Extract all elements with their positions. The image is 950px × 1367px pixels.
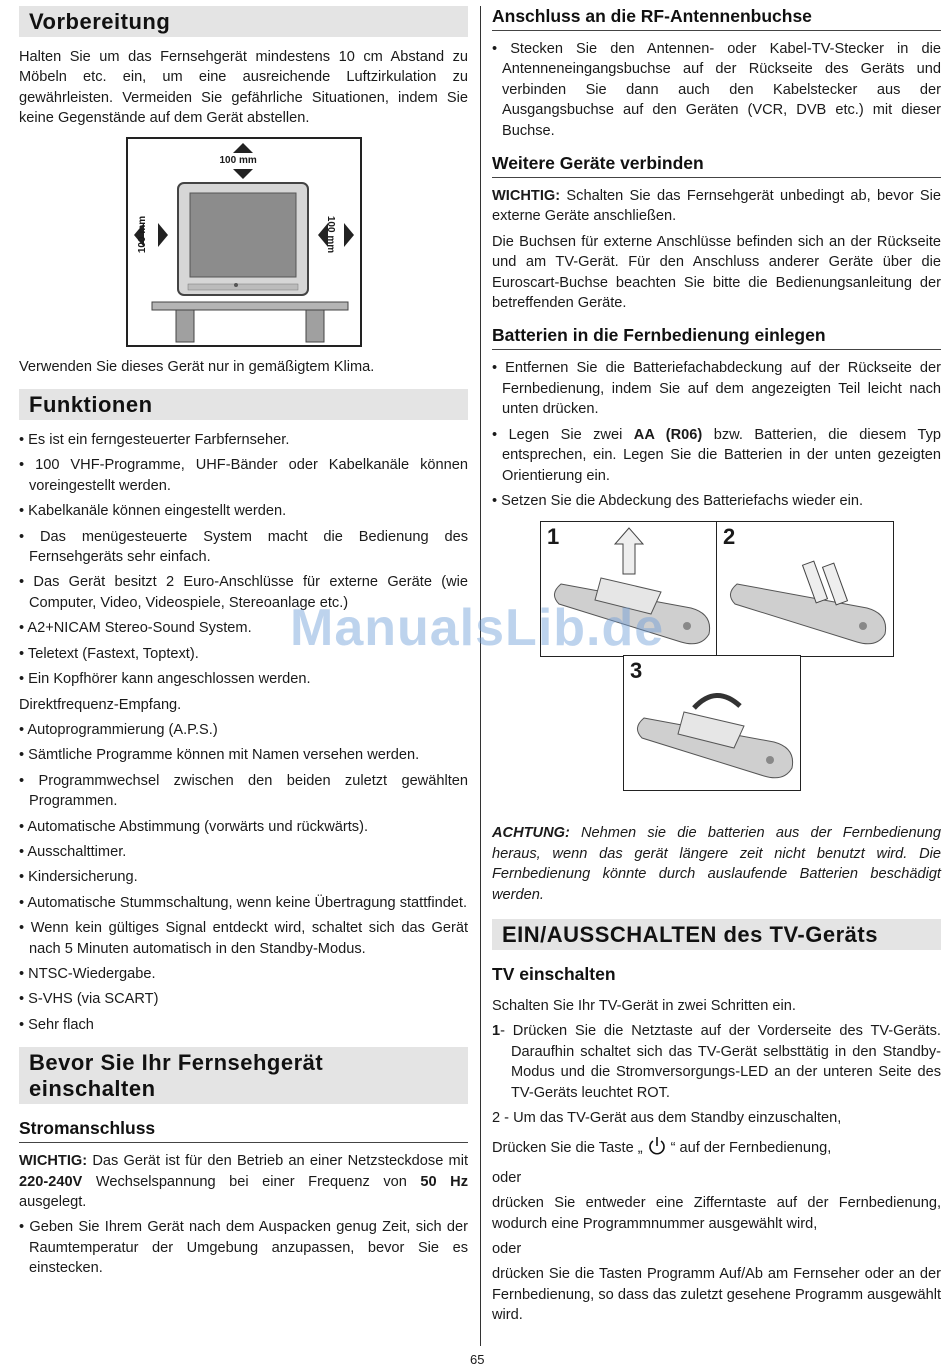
list-item: • Sämtliche Programme können mit Namen versehen werden. bbox=[19, 745, 468, 765]
ein-step-1 bbox=[492, 1021, 941, 1103]
weitere-text: Die Buchsen für externe Anschlüsse befinden sich an der Rückseite und am TV-Gerät. Für den Anschluss anderer Geräte über die Euroscart-Buchse beachten Sie bitte die Bedienungsanleitung der betreffenden Geräte. bbox=[492, 233, 941, 312]
taste-text bbox=[492, 1136, 941, 1162]
list-item: • Teletext (Fastext, Toptext). bbox=[19, 644, 468, 664]
list-item: • Stecken Sie den Antennen- oder Kabel-TV-Stecker in die Antenneneingangsbuchse auf der Rückseite des Geräts und verbinden Sie dann auch den Kabelstecker aus der Ausgangsbuchse auf den Geräten (VCR, DVB etc.) mit dieser Buchse. bbox=[492, 39, 941, 141]
list-item: • Kabelkanäle können eingestellt werden. bbox=[19, 501, 468, 521]
list-item: • Kindersicherung. bbox=[19, 867, 468, 887]
batterien-text: bzw. Batterien, die diesem Typ entsprechen, ein. Legen Sie die Batterien in der unten gezeigten Orientierung ein. bbox=[502, 426, 941, 484]
list-item: • A2+NICAM Stereo-Sound System. bbox=[19, 618, 468, 638]
step-text: - Drücken Sie die Netztaste auf der Vorderseite des TV-Geräts. Daraufhin schaltet sich das TV-Gerät selbsttätig in den Standby-Modus und die Stromversorgungs-LED an der unteren Seite des TV-Geräts leuchtet ROT. bbox=[500, 1023, 941, 1101]
tasten-text: drücken Sie die Tasten Programm Auf/Ab am Fernseher oder an der Fernbedienung, so dass das zuletzt gesehene Programm ausgewählt wird. bbox=[492, 1266, 941, 1324]
list-item: • Entfernen Sie die Batteriefachabdeckung auf der Rückseite der Fernbedienung, indem Sie auf dem angezeigten Teil leicht nach unten drücken. bbox=[492, 358, 941, 419]
list-item: • Autoprogrammierung (A.P.S.) bbox=[19, 720, 468, 740]
achtung-body: Nehmen sie die batterien aus der Fernbedienung heraus, wenn das gerät längere zeit nicht benutzt wird. Die Fernbedienung könnte durch auslaufende Batterien beschädigt werden. bbox=[492, 825, 941, 903]
vorbereitung-text: Halten Sie um das Fernsehgerät mindestens 10 cm Abstand zu Möbeln etc. ein, um eine ausreichende Luftzirkulation zu gewährleisten. Vermeiden Sie gefährliche Situationen, indem Sie keine Gegenstände auf dem Gerät abstellen. bbox=[19, 49, 468, 127]
achtung-label: ACHTUNG: bbox=[492, 825, 570, 842]
section-title-vorbereitung: Vorbereitung bbox=[19, 6, 468, 37]
list-item: • Es ist ein ferngesteuerter Farbfernseher. bbox=[19, 430, 468, 450]
wichtig-label: WICHTIG: bbox=[19, 1153, 88, 1170]
arrow-curved-icon bbox=[694, 696, 740, 709]
ein-intro: Schalten Sie Ihr TV-Gerät in zwei Schritten ein. bbox=[492, 997, 796, 1014]
power-icon bbox=[647, 1136, 667, 1162]
battery-step-2 bbox=[716, 521, 894, 657]
list-item: • 100 VHF-Programme, UHF-Bänder oder Kabelkanäle können voreingestellt werden. bbox=[19, 455, 468, 496]
list-item: • Das menügesteuerte System macht die Bedienung des Fernsehgeräts sehr einfach. bbox=[19, 527, 468, 568]
clearance-left-label: 100 mm bbox=[136, 215, 148, 253]
weitere-wichtig bbox=[492, 186, 941, 227]
rf-list bbox=[492, 39, 941, 141]
clearance-right-label: 100 mm bbox=[324, 215, 336, 253]
ein-step-2: 2 - Um das TV-Gerät aus dem Standby einzuschalten, bbox=[492, 1109, 842, 1126]
list-item: • Ein Kopfhörer kann angeschlossen werden. bbox=[19, 669, 468, 689]
list-item: • S-VHS (via SCART) bbox=[19, 989, 468, 1009]
remote-step3-illustration bbox=[624, 656, 800, 790]
direktfrequenz-text: Direktfrequenz-Empfang. bbox=[19, 696, 182, 713]
taste-post: “ auf der Fernbedienung, bbox=[670, 1140, 832, 1157]
batterien-text: Legen Sie zwei bbox=[508, 426, 634, 443]
stromanschluss-list bbox=[19, 1217, 468, 1278]
batterien-title: Batterien in die Fernbedienung einlegen bbox=[492, 325, 941, 350]
section-title-bevor bbox=[19, 1047, 468, 1104]
oder-text: oder bbox=[492, 1241, 522, 1257]
list-item: • Geben Sie Ihrem Gerät nach dem Auspacken genug Zeit, sich der Raumtemperatur der Umgebung anzupassen, bevor Sie es einstecken. bbox=[19, 1217, 468, 1278]
arrow-right-icon bbox=[158, 223, 168, 247]
list-item bbox=[492, 425, 941, 486]
list-item: • Automatische Stummschaltung, wenn keine Übertragung stattfindet. bbox=[19, 893, 468, 913]
funktionen-list-2 bbox=[19, 720, 468, 1035]
battery-type: AA (R06) bbox=[633, 426, 703, 443]
wichtig-label: WICHTIG: bbox=[492, 188, 561, 205]
oder-text: oder bbox=[492, 1169, 522, 1186]
wichtig-text: ausgelegt. bbox=[19, 1194, 87, 1210]
wichtig-text: Schalten Sie das Fernsehgerät unbedingt ab, bevor Sie externe Geräte anschließen. bbox=[492, 188, 941, 225]
taste-pre: Drücken Sie die Taste „ bbox=[492, 1140, 643, 1157]
voltage-value: 220-240V bbox=[19, 1173, 83, 1190]
klima-text: Verwenden Sie dieses Gerät nur in gemäßigtem Klima. bbox=[19, 358, 375, 375]
bevor-title-line2: einschalten bbox=[29, 1076, 156, 1102]
list-item: • Programmwechsel zwischen den beiden zuletzt gewählten Programmen. bbox=[19, 771, 468, 812]
weitere-title: Weitere Geräte verbinden bbox=[492, 153, 941, 178]
tv-screen bbox=[190, 193, 296, 277]
batterien-list bbox=[492, 358, 941, 511]
arrow-down-icon bbox=[233, 169, 253, 179]
column-divider bbox=[480, 6, 481, 1346]
stromanschluss-title: Stromanschluss bbox=[19, 1118, 468, 1143]
step-number: 3 bbox=[630, 658, 643, 684]
frequency-value: 50 Hz bbox=[420, 1173, 469, 1190]
list-item: • Wenn kein gültiges Signal entdeckt wird, schaltet sich das Gerät nach 5 Minuten automatisch in den Standby-Modus. bbox=[19, 918, 468, 959]
rf-title: Anschluss an die RF-Antennenbuchse bbox=[492, 6, 941, 31]
wichtig-text: Wechselspannung bei einer Frequenz von bbox=[82, 1173, 421, 1190]
list-item: • NTSC-Wiedergabe. bbox=[19, 964, 468, 984]
step-number: 2 bbox=[723, 524, 736, 550]
tv-einschalten-title: TV einschalten bbox=[492, 963, 616, 984]
section-title-funktionen: Funktionen bbox=[19, 389, 468, 420]
bevor-title-line1: Bevor Sie Ihr Fernsehgerät bbox=[29, 1050, 324, 1076]
arrow-right-icon bbox=[344, 223, 354, 247]
list-item: • Sehr flach bbox=[19, 1015, 468, 1035]
step-number: 1 bbox=[547, 524, 560, 550]
list-item: • Automatische Abstimmung (vorwärts und rückwärts). bbox=[19, 817, 468, 837]
battery-step-3 bbox=[623, 655, 801, 791]
list-item: • Setzen Sie die Abdeckung des Batteriefachs wieder ein. bbox=[492, 491, 941, 511]
right-column bbox=[492, 6, 941, 1331]
clearance-top-label: 100 mm bbox=[219, 154, 257, 166]
list-item: • Ausschalttimer. bbox=[19, 842, 468, 862]
list-item: • Das Gerät besitzt 2 Euro-Anschlüsse für externe Geräte (wie Computer, Video, Videospiele, Stereoanlage etc.) bbox=[19, 572, 468, 613]
section-title-ein-aus: EIN/AUSSCHALTEN des TV-Geräts bbox=[492, 919, 941, 950]
ziffer-text: drücken Sie entweder eine Zifferntaste auf der Fernbedienung, wodurch eine Programmnummer ausgewählt wird, bbox=[492, 1195, 941, 1232]
wichtig-text: Das Gerät ist für den Betrieb an einer Netzsteckdose mit bbox=[87, 1153, 468, 1170]
arrow-up-icon bbox=[233, 143, 253, 153]
stromanschluss-wichtig bbox=[19, 1151, 468, 1212]
watermark: ManualsLib.de bbox=[290, 599, 665, 657]
page-number: 65 bbox=[470, 1352, 485, 1367]
step-number: 1 bbox=[492, 1023, 501, 1040]
arrow-up-icon bbox=[615, 528, 643, 574]
tv-clearance-figure bbox=[126, 137, 362, 347]
achtung-text bbox=[492, 823, 941, 905]
remote-step2-illustration bbox=[717, 522, 893, 656]
